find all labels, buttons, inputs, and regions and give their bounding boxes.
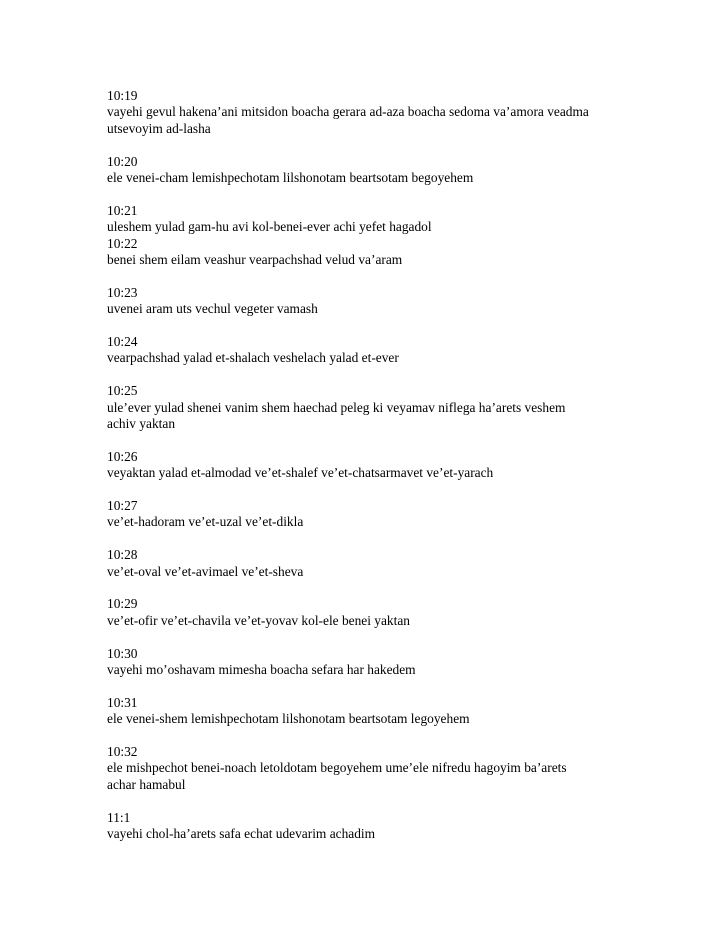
verse-10-28 — [107, 547, 697, 580]
verse-text-line: ele venei-cham lemishpechotam lilshonotam beartsotam begoyehem — [107, 170, 474, 186]
verse-10-29 — [107, 596, 697, 629]
verse-ref: 10:28 — [107, 547, 138, 563]
verse-text-line: ve’et-ofir ve’et-chavila ve’et-yovav kol-ele benei yaktan — [107, 612, 410, 628]
verse-ref: 10:24 — [107, 334, 138, 350]
verse-text-line: ve’et-hadoram ve’et-uzal ve’et-dikla — [107, 514, 304, 530]
verse-text-line: uvenei aram uts vechul vegeter vamash — [107, 301, 318, 317]
verse-10-32 — [107, 744, 697, 793]
verse-text-line: veyaktan yalad et-almodad ve’et-shalef ve’et-chatsarmavet ve’et-yarach — [107, 465, 494, 481]
verse-text-line: vayehi mo’oshavam mimesha boacha sefara har hakedem — [107, 662, 416, 678]
verse-ref: 11:1 — [107, 809, 131, 825]
document-page — [107, 88, 697, 859]
verse-ref: 10:32 — [107, 744, 138, 760]
verse-text-line: uleshem yulad gam-hu avi kol-benei-ever achi yefet hagadol — [107, 219, 432, 235]
verse-text-line: achar hamabul — [107, 776, 186, 792]
verse-text-line: ele venei-shem lemishpechotam lilshonotam beartsotam legoyehem — [107, 711, 470, 727]
verse-10-19 — [107, 88, 697, 137]
verse-ref: 10:30 — [107, 645, 138, 661]
verse-text-line: ve’et-oval ve’et-avimael ve’et-sheva — [107, 563, 304, 579]
verse-10-30 — [107, 646, 697, 679]
verse-text-line: achiv yaktan — [107, 416, 176, 432]
verse-text-line: benei shem eilam veashur vearpachshad velud va’aram — [107, 252, 403, 268]
verse-10-20 — [107, 154, 697, 187]
verse-11-1 — [107, 810, 697, 843]
verse-text-line: vayehi chol-ha’arets safa echat udevarim achadim — [107, 826, 376, 842]
verse-10-31 — [107, 695, 697, 728]
verse-ref: 10:25 — [107, 383, 138, 399]
verse-ref: 10:21 — [107, 202, 138, 218]
verse-text-line: vayehi gevul hakena’ani mitsidon boacha gerara ad-aza boacha sedoma va’amora veadma — [107, 104, 589, 120]
verse-10-25 — [107, 383, 697, 432]
verse-10-26 — [107, 449, 697, 482]
verse-ref: 10:29 — [107, 596, 138, 612]
verse-ref: 10:27 — [107, 498, 138, 514]
verse-text-line: utsevoyim ad-lasha — [107, 120, 211, 136]
verse-10-27 — [107, 498, 697, 531]
verse-10-24 — [107, 334, 697, 367]
verse-ref: 10:26 — [107, 448, 138, 464]
verse-ref: 10:20 — [107, 153, 138, 169]
verse-text-line: ele mishpechot benei-noach letoldotam begoyehem ume’ele nifredu hagoyim ba’arets — [107, 760, 567, 776]
verse-ref: 10:31 — [107, 694, 138, 710]
verse-10-22 — [107, 236, 697, 269]
verse-10-23 — [107, 285, 697, 318]
verse-10-21 — [107, 203, 697, 236]
verse-text-line: vearpachshad yalad et-shalach veshelach yalad et-ever — [107, 350, 399, 366]
verse-text-line: ule’ever yulad shenei vanim shem haechad peleg ki veyamav niflega ha’arets veshem — [107, 399, 566, 415]
verse-ref: 10:23 — [107, 284, 138, 300]
verse-ref: 10:22 — [107, 235, 138, 251]
verse-ref: 10:19 — [107, 88, 138, 103]
